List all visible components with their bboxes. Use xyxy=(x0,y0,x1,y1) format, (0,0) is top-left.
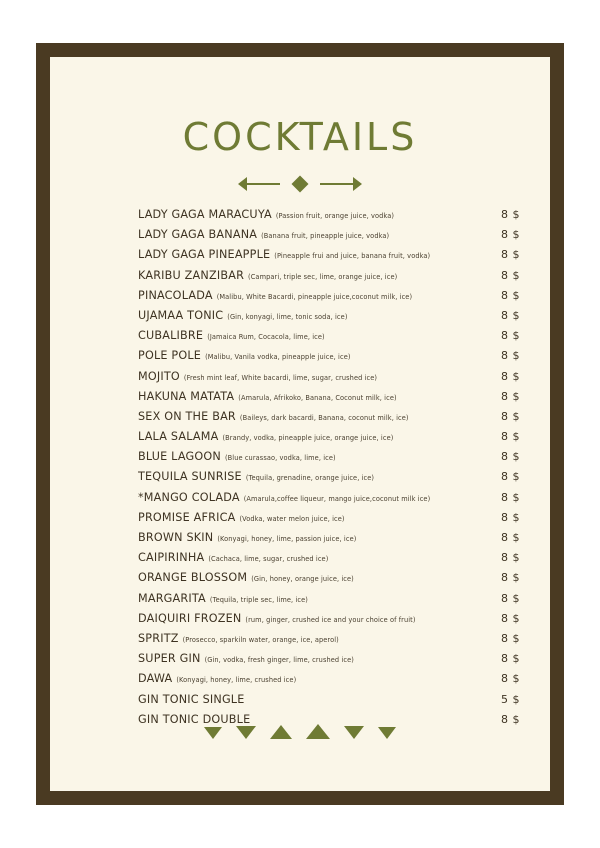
menu-item-name: CAIPIRINHA xyxy=(138,551,205,565)
menu-item-name: LADY GAGA BANANA xyxy=(138,228,258,242)
menu-item-text xyxy=(138,690,474,707)
triangle-icon xyxy=(204,727,222,739)
menu-item-row xyxy=(138,205,520,222)
menu-item-row xyxy=(138,447,520,464)
menu-item-description: (Malibu, White Bacardi, pineapple juice,coconut milk, ice) xyxy=(216,292,413,301)
menu-item-price: 8 $ xyxy=(501,308,520,322)
menu-item-description: (Konyagi, honey, lime, crushed ice) xyxy=(176,676,297,685)
menu-item-text xyxy=(138,629,474,646)
menu-item-description: (Malibu, Vanila vodka, pineapple juice, ice) xyxy=(205,353,351,362)
menu-item-name: SEX ON THE BAR xyxy=(138,409,236,423)
menu-item-price: 8 $ xyxy=(501,672,520,686)
menu-item-price: 8 $ xyxy=(501,510,520,524)
menu-item-price: 8 $ xyxy=(501,268,520,282)
menu-item-description: (Jamaica Rum, Cocacola, lime, ice) xyxy=(207,333,325,342)
menu-item-price: 8 $ xyxy=(501,389,520,403)
menu-item-description: (Passion fruit, orange juice, vodka) xyxy=(275,212,395,220)
menu-item-row xyxy=(138,346,520,363)
menu-item-text xyxy=(138,427,474,444)
menu-item-text xyxy=(138,528,474,545)
divider-cap-right-icon xyxy=(353,177,362,191)
triangle-icon xyxy=(270,725,292,739)
menu-item-price: 8 $ xyxy=(501,369,520,383)
menu-item-price: 8 $ xyxy=(501,571,520,585)
menu-item-description: (rum, ginger, crushed ice and your choice of fruit) xyxy=(245,615,416,624)
menu-item-row xyxy=(138,367,520,384)
menu-item-name: LADY GAGA MARACUYA xyxy=(138,208,272,221)
menu-item-name: DAIQUIRI FROZEN xyxy=(138,611,242,625)
triangle-icon xyxy=(236,726,256,739)
page-title: COCKTAILS xyxy=(182,115,418,159)
menu-item-text xyxy=(138,649,474,666)
menu-item-description: (Tequila, triple sec, lime, ice) xyxy=(209,595,308,604)
menu-item-row xyxy=(138,407,520,424)
menu-item-row xyxy=(138,245,520,262)
menu-item-name: POLE POLE xyxy=(138,349,202,363)
menu-item-price: 8 $ xyxy=(501,551,520,565)
menu-item-price: 8 $ xyxy=(501,611,520,625)
divider-cap-left-icon xyxy=(238,177,247,191)
menu-item-description: (Gin, vodka, fresh ginger, lime, crushed ice) xyxy=(204,656,354,665)
menu-item-row xyxy=(138,669,520,686)
menu-item-name: BLUE LAGOON xyxy=(138,450,221,464)
menu-item-row xyxy=(138,609,520,626)
menu-item-description: (Brandy, vodka, pineapple juice, orange juice, ice) xyxy=(222,434,394,443)
menu-item-name: GIN TONIC SINGLE xyxy=(138,692,245,706)
menu-item-text xyxy=(138,326,474,343)
menu-item-row xyxy=(138,649,520,666)
menu-item-row xyxy=(138,225,520,242)
menu-item-name: KARIBU ZANZIBAR xyxy=(138,268,245,282)
menu-item-text xyxy=(138,488,474,505)
menu-item-description: (Baileys, dark bacardi, Banana, coconut milk, ice) xyxy=(239,413,409,422)
menu-item-name: MOJITO xyxy=(138,369,180,383)
menu-item-description: (Gin, honey, orange juice, ice) xyxy=(251,575,354,584)
menu-item-description: (Konyagi, honey, lime, passion juice, ice) xyxy=(217,535,357,543)
menu-item-price: 8 $ xyxy=(501,430,520,444)
menu-item-text xyxy=(138,669,474,686)
menu-item-price: 8 $ xyxy=(501,531,520,544)
menu-item-text xyxy=(138,225,474,242)
menu-item-price: 8 $ xyxy=(501,631,520,645)
menu-item-description: (Amarula,coffee liqueur, mango juice,coconut milk ice) xyxy=(243,494,431,503)
menu-item-text xyxy=(138,266,474,283)
menu-item-name: SPRITZ xyxy=(138,631,179,645)
menu-item-description: (Amarula, Afrikoko, Banana, Coconut milk, ice) xyxy=(238,393,397,402)
menu-paper xyxy=(50,57,550,791)
menu-item-row xyxy=(138,266,520,283)
menu-item-text xyxy=(138,245,474,262)
menu-item-name: PROMISE AFRICA xyxy=(138,510,236,524)
menu-item-row xyxy=(138,286,520,303)
menu-item-name: LADY GAGA PINEAPPLE xyxy=(138,248,271,262)
menu-item-row xyxy=(138,427,520,444)
menu-item-description: (Campari, triple sec, lime, orange juice, ice) xyxy=(248,272,398,281)
menu-item-text xyxy=(138,568,474,585)
menu-item-name: CUBALIBRE xyxy=(138,329,204,343)
menu-item-row xyxy=(138,387,520,404)
menu-item-description: (Vodka, water melon juice, ice) xyxy=(239,514,345,523)
menu-item-description: (Cachaca, lime, sugar, crushed ice) xyxy=(208,555,329,564)
page-border-frame xyxy=(36,43,564,805)
menu-item-text xyxy=(138,286,474,303)
menu-item-text xyxy=(138,609,474,626)
menu-item-row xyxy=(138,589,520,606)
menu-item-row xyxy=(138,568,520,585)
title-divider-ornament xyxy=(240,175,360,193)
menu-item-text xyxy=(138,407,474,424)
triangle-icon xyxy=(344,726,364,739)
menu-item-description: (Blue curassao, vodka, lime, ice) xyxy=(224,454,336,463)
divider-diamond-icon xyxy=(292,176,309,193)
menu-item-name: *MANGO COLADA xyxy=(138,490,240,504)
menu-item-description: (Banana fruit, pineapple juice, vodka) xyxy=(261,232,390,241)
menu-item-text xyxy=(138,387,474,404)
menu-item-row xyxy=(138,548,520,565)
menu-item-price: 8 $ xyxy=(501,329,520,343)
menu-item-price: 8 $ xyxy=(501,450,520,464)
cocktail-list xyxy=(138,205,520,730)
menu-item-price: 8 $ xyxy=(501,591,520,605)
menu-item-description: (Fresh mint leaf, White bacardi, lime, sugar, crushed ice) xyxy=(183,373,378,382)
menu-item-price: 5 $ xyxy=(501,692,520,706)
menu-item-price: 8 $ xyxy=(501,490,520,504)
menu-item-text xyxy=(138,447,474,464)
menu-item-price: 8 $ xyxy=(501,349,520,363)
menu-item-name: ORANGE BLOSSOM xyxy=(138,571,248,585)
menu-item-text xyxy=(138,508,474,525)
menu-item-text xyxy=(138,306,474,323)
menu-item-row xyxy=(138,508,520,525)
menu-item-name: UJAMAA TONIC xyxy=(138,308,224,322)
menu-item-description: (Gin, konyagi, lime, tonic soda, ice) xyxy=(227,312,348,321)
menu-item-text xyxy=(138,589,474,606)
menu-item-text xyxy=(138,346,474,363)
menu-item-row xyxy=(138,306,520,323)
menu-item-text xyxy=(138,367,474,384)
menu-item-price: 8 $ xyxy=(501,470,520,484)
menu-item-price: 8 $ xyxy=(501,208,520,221)
menu-item-price: 8 $ xyxy=(501,409,520,423)
menu-item-name: TEQUILA SUNRISE xyxy=(138,470,242,484)
menu-item-name: LALA SALAMA xyxy=(138,430,219,444)
menu-item-price: 8 $ xyxy=(501,248,520,262)
triangle-icon xyxy=(378,727,396,739)
menu-item-name: GIN TONIC DOUBLE xyxy=(138,712,251,726)
menu-item-row xyxy=(138,690,520,707)
menu-item-row xyxy=(138,467,520,484)
menu-item-name: PINACOLADA xyxy=(138,288,213,302)
menu-item-description: (Tequila, grenadine, orange juice, ice) xyxy=(245,474,375,483)
menu-item-name: DAWA xyxy=(138,672,173,686)
menu-item-row xyxy=(138,629,520,646)
menu-item-name: SUPER GIN xyxy=(138,652,201,666)
menu-item-row xyxy=(138,488,520,505)
menu-item-description: (Pineapple frui and juice, banana fruit, vodka) xyxy=(274,252,431,261)
menu-item-text xyxy=(138,548,474,565)
triangle-icon xyxy=(306,724,330,739)
menu-item-price: 8 $ xyxy=(501,228,520,242)
menu-item-price: 8 $ xyxy=(501,652,520,666)
menu-item-row xyxy=(138,326,520,343)
menu-item-name: HAKUNA MATATA xyxy=(138,389,235,403)
footer-ornament-row xyxy=(50,724,550,739)
menu-item-text xyxy=(138,467,474,484)
menu-item-name: MARGARITA xyxy=(138,591,206,605)
menu-item-row xyxy=(138,528,520,545)
menu-item-description: (Prosecco, sparkiln water, orange, ice, aperol) xyxy=(182,635,339,644)
menu-item-price: 8 $ xyxy=(501,712,520,726)
menu-item-text xyxy=(138,205,474,222)
menu-item-name: BROWN SKIN xyxy=(138,531,214,544)
menu-item-price: 8 $ xyxy=(501,288,520,302)
